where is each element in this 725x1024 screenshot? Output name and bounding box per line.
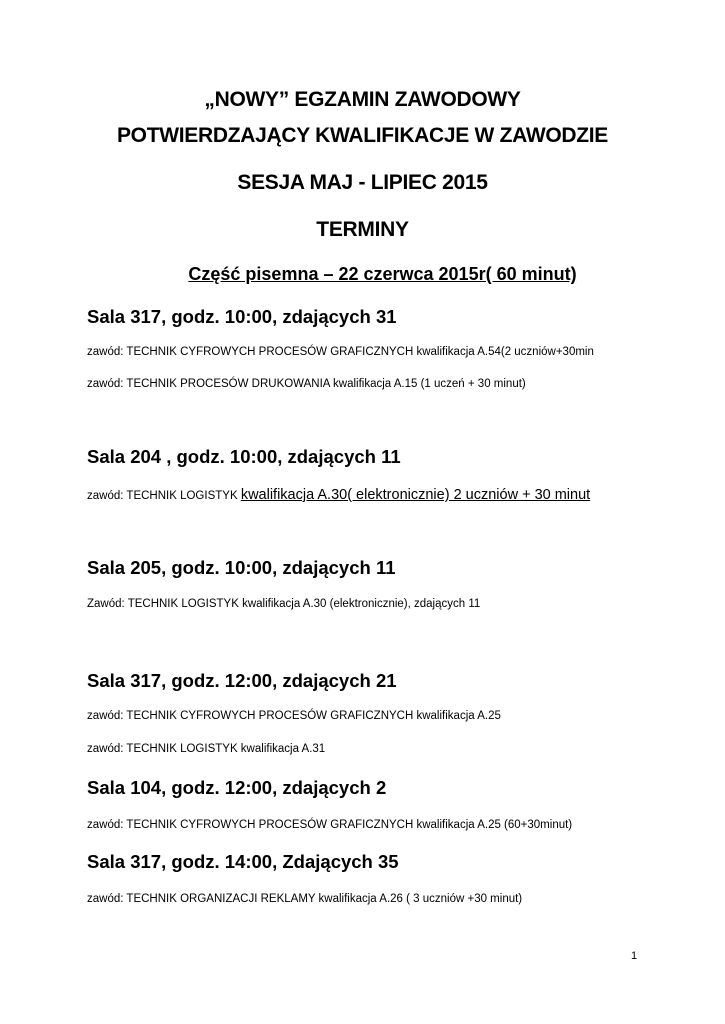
title-line-2: POTWIERDZAJĄCY KWALIFIKACJE W ZAWODZIE <box>116 124 609 147</box>
session-heading: Sala 317, godz. 12:00, zdających 21 <box>87 670 397 691</box>
session-heading: Sala 205, godz. 10:00, zdających 11 <box>87 557 396 578</box>
profession-line: zawód: TECHNIK PROCESÓW DRUKOWANIA kwalifikacja A.15 (1 uczeń + 30 minut) <box>87 378 526 390</box>
session-heading: Sala 317, godz. 10:00, zdających 31 <box>87 306 397 327</box>
page-number: 1 <box>631 950 638 962</box>
part-heading: Część pisemna – 22 czerwca 2015r( 60 minut) <box>188 264 577 284</box>
profession-line: zawód: TECHNIK CYFROWYCH PROCESÓW GRAFICZNYCH kwalifikacja A.54(2 uczniów+30min <box>87 346 594 358</box>
terms-title: TERMINY <box>316 218 409 241</box>
profession-line <box>87 487 590 503</box>
title-line-1: „NOWY” EGZAMIN ZAWODOWY <box>204 88 521 111</box>
profession-line: zawód: TECHNIK ORGANIZACJI REKLAMY kwalifikacja A.26 ( 3 uczniów +30 minut) <box>87 893 523 905</box>
session-title: SESJA MAJ - LIPIEC 2015 <box>237 171 488 194</box>
profession-line: Zawód: TECHNIK LOGISTYK kwalifikacja A.30 (elektronicznie), zdających 11 <box>87 598 481 610</box>
session-heading: Sala 317, godz. 14:00, Zdających 35 <box>87 851 399 872</box>
session-heading: Sala 104, godz. 12:00, zdających 2 <box>87 777 387 798</box>
profession-line: zawód: TECHNIK CYFROWYCH PROCESÓW GRAFICZNYCH kwalifikacja A.25 (60+30minut) <box>87 819 573 831</box>
session-heading: Sala 204 , godz. 10:00, zdających 11 <box>87 446 401 467</box>
profession-line: zawód: TECHNIK LOGISTYK kwalifikacja A.31 <box>87 743 326 755</box>
profession-line-prefix: zawód: TECHNIK LOGISTYK <box>87 490 241 502</box>
profession-line-underlined: kwalifikacja A.30( elektronicznie) 2 uczniów + 30 minut <box>240 487 591 503</box>
profession-line: zawód: TECHNIK CYFROWYCH PROCESÓW GRAFICZNYCH kwalifikacja A.25 <box>87 710 501 722</box>
